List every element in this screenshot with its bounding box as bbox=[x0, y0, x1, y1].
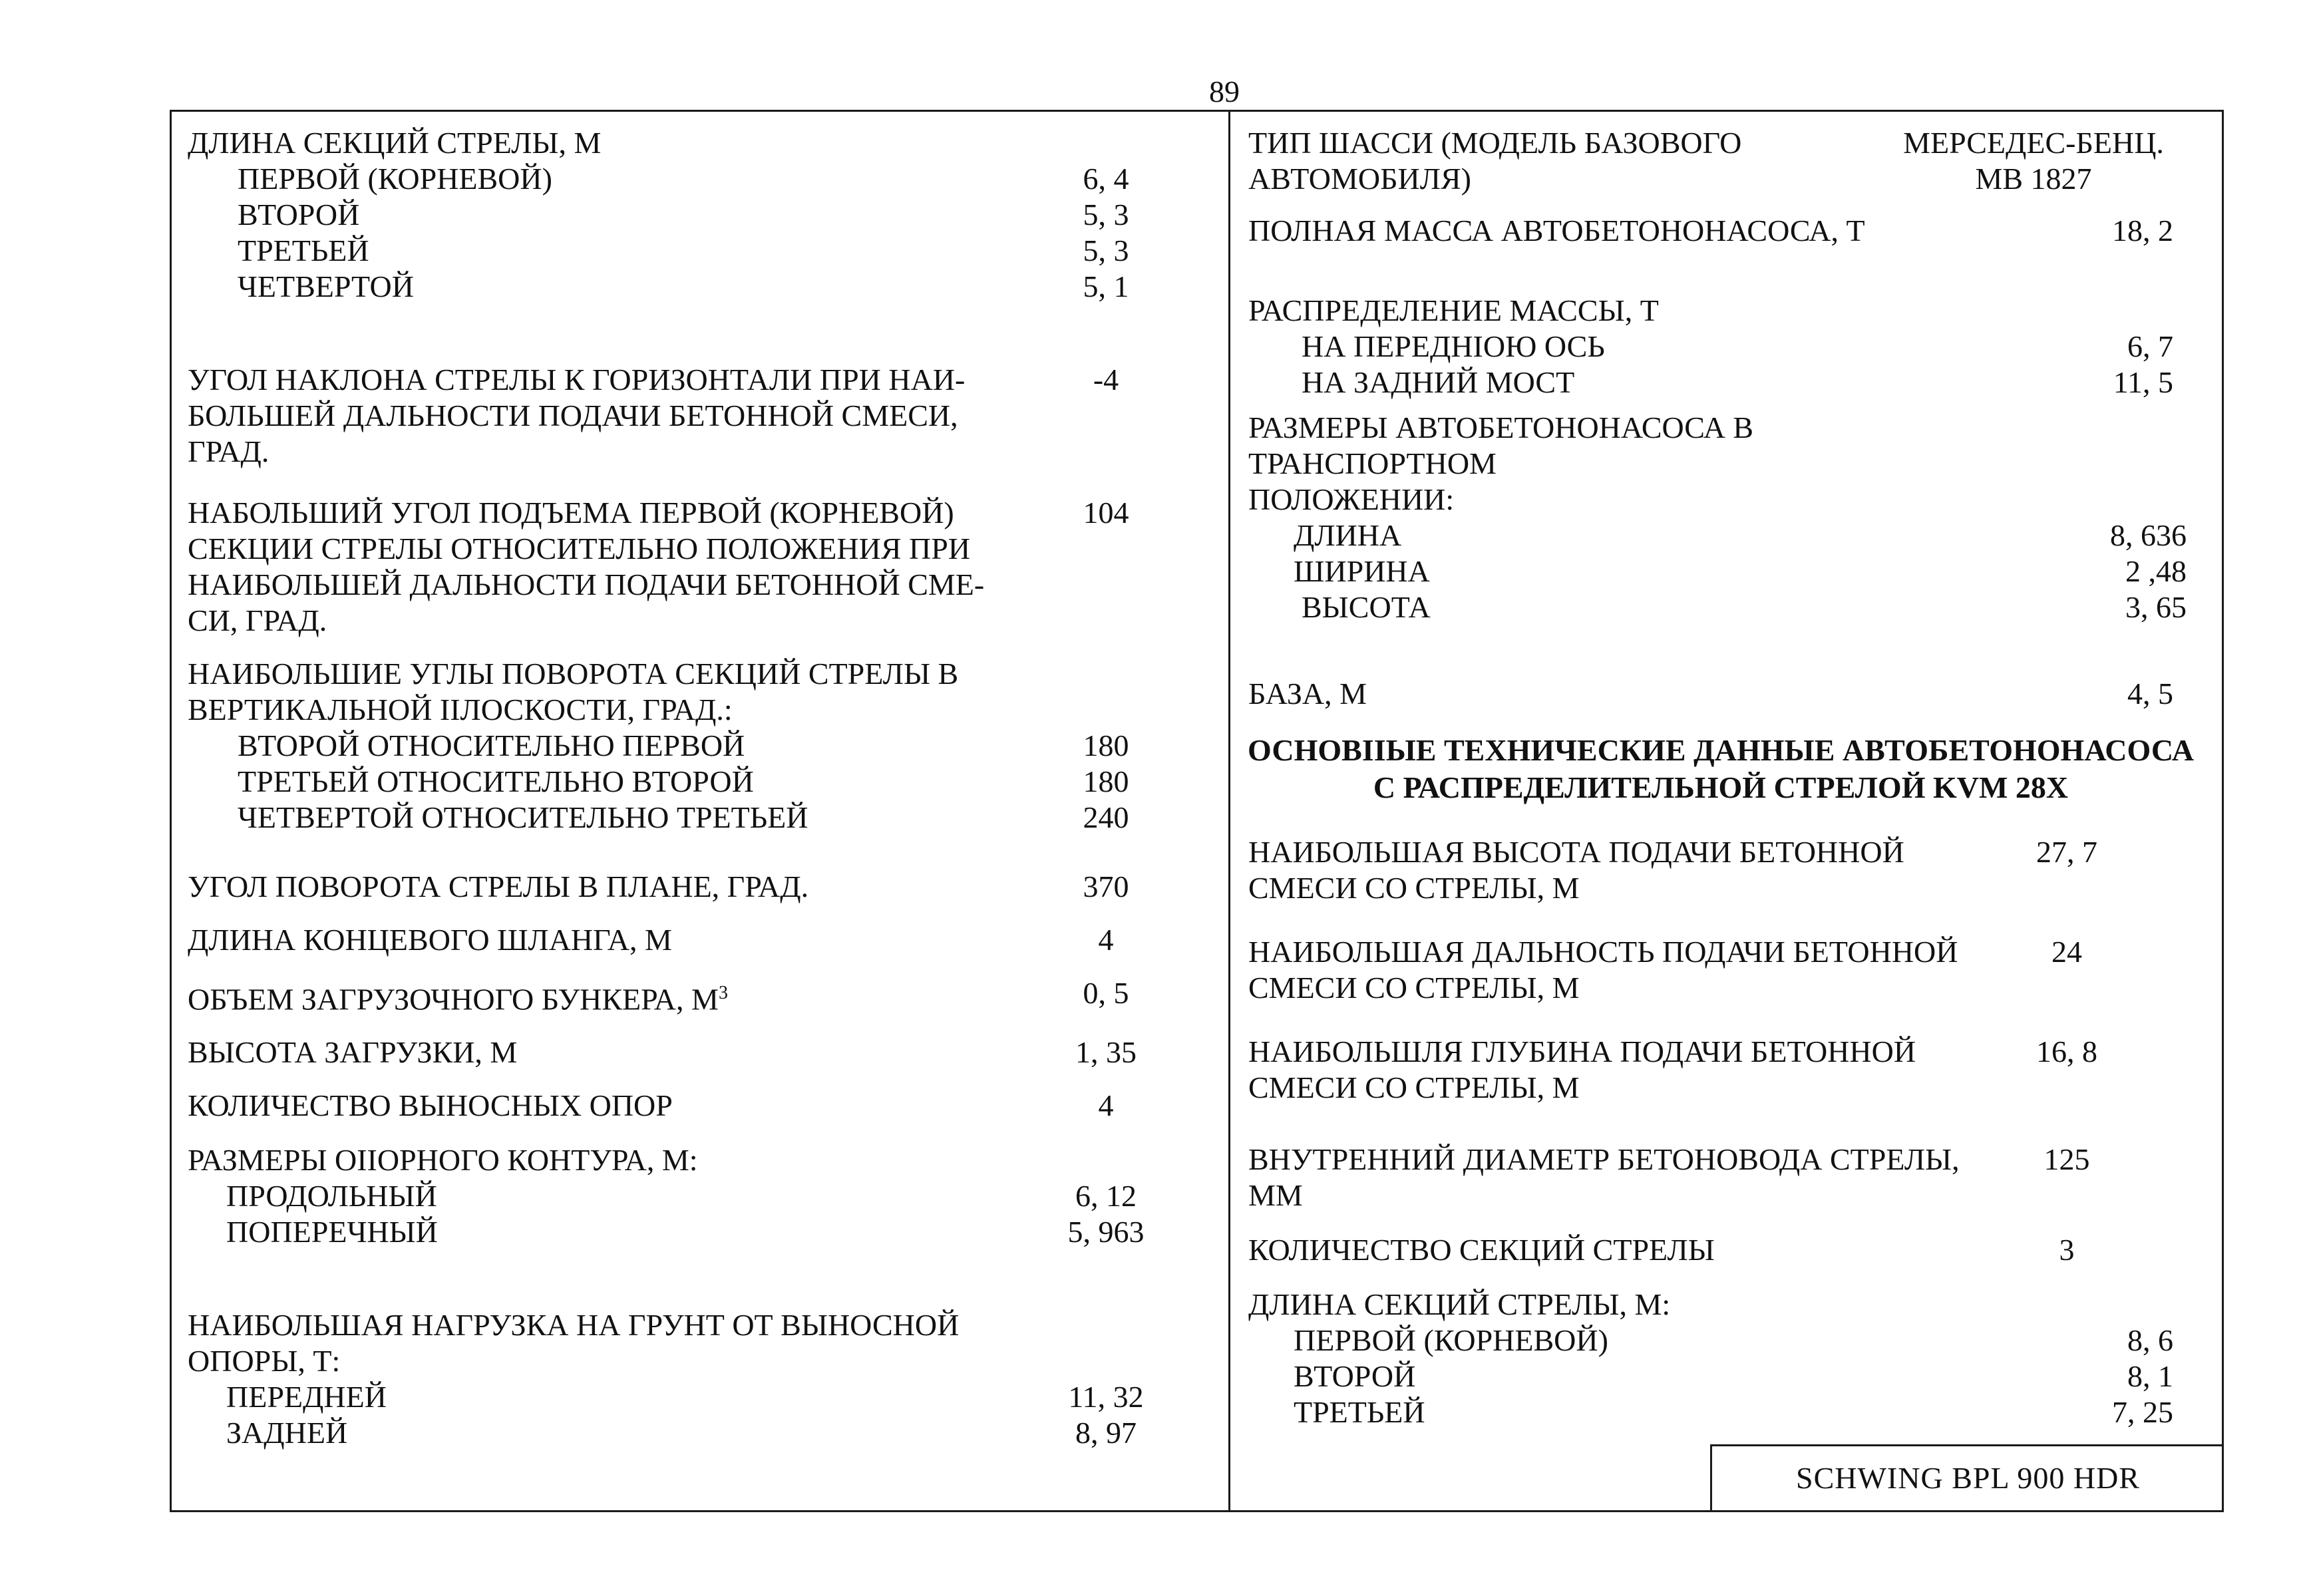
spec-row bbox=[188, 197, 1166, 233]
spec-label: ВЫСОТА ЗАГРУЗКИ, М bbox=[188, 1035, 518, 1070]
spec-label: ПОПЕРЕЧНЫЙ bbox=[226, 1215, 438, 1249]
spec-label: ЧЕТВЕРТОЙ bbox=[238, 269, 414, 303]
ground-load-block bbox=[188, 1307, 1166, 1451]
spec-label: АВТОМОБИЛЯ) bbox=[1248, 162, 1471, 196]
spec-value: 8, 636 bbox=[2110, 518, 2187, 552]
column-divider bbox=[1228, 110, 1230, 1512]
spec-value: 6, 4 bbox=[1083, 162, 1129, 196]
spec-row bbox=[1248, 1323, 2193, 1358]
boom-sections-title: ДЛИНА СЕКЦИЙ СТРЕЛЫ, М bbox=[188, 126, 602, 160]
wheelbase-block bbox=[1248, 676, 2193, 712]
spec-label: РАСПРЕДЕЛЕНИЕ МАССЫ, Т bbox=[1248, 293, 1659, 327]
rotation-angles-block bbox=[188, 656, 1166, 836]
spec-row bbox=[188, 161, 1166, 197]
spec-value: 4, 5 bbox=[2127, 677, 2173, 711]
spec-label bbox=[188, 975, 999, 1017]
spec-label: УГОЛ ПОВОРОТА СТРЕЛЫ В ПЛАНЕ, ГРАД. bbox=[188, 870, 809, 903]
spec-label: ПЕРВОЙ (КОРНЕВОЙ) bbox=[238, 162, 552, 196]
spec-value: МЕРСЕДЕС-БЕНЦ. bbox=[1903, 126, 2164, 160]
heading-line: ОСНОВIIЫЕ ТЕХНИЧЕСКИЕ ДАННЫЕ АВТОБЕТОНОНАСОСА bbox=[1248, 733, 2194, 767]
load-height-block bbox=[188, 1035, 1166, 1070]
spec-value: 8, 97 bbox=[1075, 1416, 1137, 1450]
spec-label: БОЛЬШЕЙ ДАЛЬНОСТИ ПОДАЧИ БЕТОННОЙ СМЕСИ, bbox=[188, 399, 958, 432]
mass-distribution-block bbox=[1248, 293, 2193, 400]
spec-row bbox=[1248, 518, 2193, 554]
spec-label: БАЗА, М bbox=[1248, 677, 1367, 711]
chassis-block bbox=[1248, 125, 2193, 197]
spec-row bbox=[188, 1178, 1166, 1214]
left-column bbox=[188, 125, 1166, 1451]
spec-row bbox=[1248, 589, 2193, 625]
spec-label: НА ПЕРЕДНIOЮ ОСЬ bbox=[1302, 329, 1605, 363]
spec-row bbox=[188, 1214, 1166, 1250]
lift-angle-block bbox=[188, 495, 1166, 639]
spec-row bbox=[1248, 1358, 2193, 1394]
spec-value: 27, 7 bbox=[2036, 835, 2097, 869]
spec-row bbox=[1248, 329, 2193, 365]
spec-label: РАЗМЕРЫ АВТОБЕТОНОНАСОСА В ТРАНСПОРТНОМ bbox=[1248, 410, 1754, 480]
spec-label: КОЛИЧЕСТВО ВЫНОСНЫХ ОПОР bbox=[188, 1088, 673, 1123]
spec-row bbox=[188, 1415, 1166, 1451]
spec-label: ВЕРТИКАЛЬНОЙ IIЛОСКОСТИ, ГРАД.: bbox=[188, 693, 733, 726]
page-number: 89 bbox=[1209, 75, 1240, 108]
spec-value: 180 bbox=[1083, 764, 1129, 798]
spec-label: НАИБОЛЬШАЯ НАГРУЗКА НА ГРУНТ ОТ ВЫНОСНОЙ bbox=[188, 1308, 960, 1343]
spec-label: НАИБОЛЬШАЯ ВЫСОТА ПОДАЧИ БЕТОННОЙ bbox=[1248, 835, 1904, 869]
spec-value: 11, 5 bbox=[2113, 365, 2173, 399]
spec-label: НАБОЛЬШИЙ УГОЛ ПОДЪЕМА ПЕРВОЙ (КОРНЕВОЙ) bbox=[188, 496, 954, 530]
spec-label: ТРЕТЬЕЙ bbox=[1294, 1395, 1425, 1429]
spec-value: 8, 1 bbox=[2127, 1359, 2173, 1393]
spec-value: 6, 7 bbox=[2127, 329, 2173, 363]
spec-label: ВТОРОЙ ОТНОСИТЕЛЬНО ПЕРВОЙ bbox=[238, 728, 745, 762]
spec-value: 104 bbox=[1083, 496, 1129, 530]
spec-value: 24 bbox=[2051, 935, 2082, 969]
spec-value: 0, 5 bbox=[1083, 976, 1129, 1010]
transport-dims-block bbox=[1248, 410, 2193, 625]
spec-label: НА ЗАДНИЙ МОСТ bbox=[1302, 365, 1575, 399]
unit-superscript: 3 bbox=[718, 983, 728, 1003]
spec-row bbox=[188, 233, 1166, 269]
spec-label: ВТОРОЙ bbox=[1294, 1359, 1416, 1393]
spec-value: 2 ,48 bbox=[2125, 554, 2187, 588]
section-heading bbox=[1248, 732, 2193, 806]
spec-label: ДЛИНА СЕКЦИЙ СТРЕЛЫ, М: bbox=[1248, 1287, 1671, 1321]
spec-value: МВ 1827 bbox=[1975, 162, 2092, 196]
spec-label: СМЕСИ СО СТРЕЛЫ, М bbox=[1248, 971, 1580, 1005]
model-stamp: SCHWING BPL 900 HDR bbox=[1710, 1444, 2224, 1512]
spec-value: 370 bbox=[1083, 870, 1129, 903]
spec-value: 1, 35 bbox=[1075, 1035, 1137, 1070]
spec-value: 5, 3 bbox=[1083, 198, 1129, 232]
spec-label: ПРОДОЛЬНЫЙ bbox=[226, 1179, 437, 1213]
spec-row bbox=[188, 764, 1166, 800]
boom-sections-block bbox=[188, 125, 1166, 305]
spec-row bbox=[1248, 554, 2193, 589]
spec-label: ПОЛНАЯ МАССА АВТОБЕТОНОНАСОСА, Т bbox=[1248, 214, 1865, 247]
spec-label: НАИБОЛЬШАЯ ДАЛЬНОСТЬ ПОДАЧИ БЕТОННОЙ bbox=[1248, 935, 1958, 969]
spec-label: НАИБОЛЬШЕЙ ДАЛЬНОСТИ ПОДАЧИ БЕТОННОЙ СМЕ- bbox=[188, 567, 985, 601]
section-count-block bbox=[1248, 1232, 2193, 1268]
total-mass-block bbox=[1248, 213, 2193, 249]
spec-value: -4 bbox=[1093, 363, 1119, 397]
section-lengths-block bbox=[1248, 1287, 2193, 1430]
spec-label: ОПОРЫ, Т: bbox=[188, 1344, 341, 1378]
spec-label: РАЗМЕРЫ ОIIОРНОГО КОНТУРА, М: bbox=[188, 1143, 698, 1178]
spec-label: ПОЛОЖЕНИИ: bbox=[1248, 482, 1455, 516]
spec-label: НАИБОЛЬШЛЯ ГЛУБИНА ПОДАЧИ БЕТОННОЙ bbox=[1248, 1035, 1916, 1068]
spec-value: 4 bbox=[1098, 923, 1114, 957]
spec-value: 4 bbox=[1098, 1088, 1114, 1123]
spec-label: СМЕСИ СО СТРЕЛЫ, М bbox=[1248, 871, 1580, 905]
spec-label: ПЕРЕДНЕЙ bbox=[226, 1380, 387, 1414]
spec-row bbox=[188, 1379, 1166, 1415]
spec-value: 125 bbox=[2043, 1142, 2090, 1176]
spec-label-text: ОБЪЕМ ЗАГРУЗОЧНОГО БУНКЕРА, М bbox=[188, 982, 719, 1017]
spec-value: 6, 12 bbox=[1075, 1179, 1137, 1213]
spec-label: ШИРИНА bbox=[1294, 554, 1430, 588]
outriggers-block bbox=[188, 1088, 1166, 1124]
plan-rotation-block bbox=[188, 869, 1166, 905]
spec-label: УГОЛ НАКЛОНА СТРЕЛЫ К ГОРИЗОНТАЛИ ПРИ НАИ- bbox=[188, 363, 966, 397]
max-height-block bbox=[1248, 834, 2193, 906]
spec-label: НАИБОЛЬШИЕ УГЛЫ ПОВОРОТА СЕКЦИЙ СТРЕЛЫ В bbox=[188, 657, 959, 691]
pipe-diameter-block bbox=[1248, 1142, 2193, 1213]
spec-value: 5, 1 bbox=[1083, 269, 1129, 303]
spec-label: ММ bbox=[1248, 1178, 1303, 1212]
spec-label: ДЛИНА КОНЦЕВОГО ШЛАНГА, М bbox=[188, 923, 672, 957]
spec-value: 180 bbox=[1083, 728, 1129, 762]
max-range-block bbox=[1248, 934, 2193, 1006]
hose-length-block bbox=[188, 922, 1166, 958]
spec-value: 3 bbox=[2059, 1233, 2075, 1267]
spec-label: ВТОРОЙ bbox=[238, 198, 360, 232]
hopper-volume-block bbox=[188, 975, 1166, 1017]
spec-label: СМЕСИ СО СТРЕЛЫ, М bbox=[1248, 1070, 1580, 1104]
max-depth-block bbox=[1248, 1034, 2193, 1106]
spec-value: 16, 8 bbox=[2036, 1035, 2097, 1068]
spec-value: 5, 963 bbox=[1067, 1215, 1145, 1249]
spec-label: ПЕРВОЙ (КОРНЕВОЙ) bbox=[1294, 1323, 1608, 1357]
spec-label: ТРЕТЬЕЙ ОТНОСИТЕЛЬНО ВТОРОЙ bbox=[238, 764, 754, 798]
spec-value: 7, 25 bbox=[2112, 1395, 2173, 1429]
spec-label: ЗАДНЕЙ bbox=[226, 1416, 348, 1450]
support-contour-block bbox=[188, 1142, 1166, 1250]
spec-label: ТИП ШАССИ (МОДЕЛЬ БАЗОВОГО bbox=[1248, 126, 1742, 160]
spec-label: ТРЕТЬЕЙ bbox=[238, 234, 369, 267]
spec-label: ЧЕТВЕРТОЙ ОТНОСИТЕЛЬНО ТРЕТЬЕЙ bbox=[238, 800, 808, 834]
spec-row bbox=[188, 728, 1166, 764]
spec-value: 3, 65 bbox=[2125, 590, 2187, 624]
spec-value: 11, 32 bbox=[1068, 1380, 1144, 1414]
spec-value: 5, 3 bbox=[1083, 234, 1129, 267]
spec-value: 8, 6 bbox=[2127, 1323, 2173, 1357]
spec-label: ДЛИНА bbox=[1294, 518, 1402, 552]
spec-label: ГРАД. bbox=[188, 434, 269, 468]
spec-label: ВНУТРЕННИЙ ДИАМЕТР БЕТОНОВОДА СТРЕЛЫ, bbox=[1248, 1142, 1960, 1176]
spec-row bbox=[1248, 365, 2193, 400]
spec-value: 18, 2 bbox=[2112, 214, 2173, 247]
heading-line: С РАСПРЕДЕЛИТЕЛЬНОЙ СТРЕЛОЙ KVM 28X bbox=[1373, 770, 2069, 804]
spec-label: СЕКЦИИ СТРЕЛЫ ОТНОСИТЕЛЬНО ПОЛОЖЕНИЯ ПРИ bbox=[188, 532, 971, 565]
spec-label: КОЛИЧЕСТВО СЕКЦИЙ СТРЕЛЫ bbox=[1248, 1233, 1715, 1267]
tilt-angle-block bbox=[188, 362, 1166, 470]
spec-row bbox=[188, 800, 1166, 836]
spec-value: 240 bbox=[1083, 800, 1129, 834]
spec-row bbox=[1248, 1394, 2193, 1430]
spec-label: СИ, ГРАД. bbox=[188, 603, 327, 637]
spec-label: ВЫСОТА bbox=[1302, 590, 1431, 624]
spec-row bbox=[188, 269, 1166, 305]
right-column bbox=[1248, 125, 2193, 1430]
